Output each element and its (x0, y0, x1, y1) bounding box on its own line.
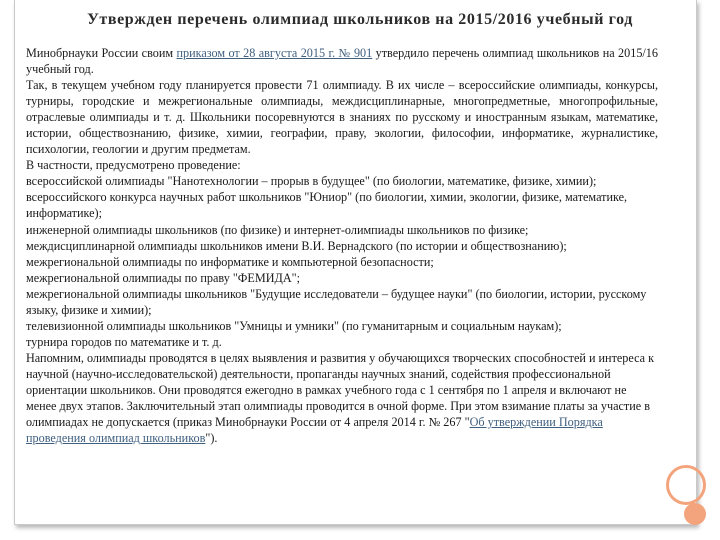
closing-end: "). (205, 431, 218, 446)
list-item: турнира городов по математике и т. д. (26, 334, 222, 349)
closing-text: Напомним, олимпиады проводятся в целях выявления и развития у обучающихся творческих способностей и интереса к научной (научно-исследовательской) деятельности, пропаганды научных знаний, содействия профессиональной ориентации школьников. Они проводятся ежегодно в рамках учебного года с 1 сентября по 1 апреля и включают не менее двух этапов. Заключительный этап олимпиады проводится в очной форме. При этом взимание платы за участие в олимпиадах не допускается (приказ Минобрнауки России от 4 апреля 2014 г. № 267 " (26, 350, 655, 430)
list-item: межрегиональной олимпиады по информатике и компьютерной безопасности; (26, 254, 434, 269)
olympiad-count-paragraph: Так, в текущем учебном году планируется провести 71 олимпиаду. В их числе – всероссийские олимпиады, конкурсы, турниры, городские и межрегиональные олимпиады, междисциплинарные, многопредметные, многопрофильные, отраслевые олимпиады и т. д. Школьники посоревнуются в знаниях по русскому и иностранным языкам, математике, истории, обществознанию, физике, химии, географии, праву, экологии, философии, информатике, журналистике, психологии, геологии и другим предметам. (26, 78, 658, 157)
list-item: межрегиональной олимпиады школьников "Будущие исследователи – будущее науки" (по биологии, истории, русскому языку, физике и химии); (26, 286, 647, 317)
procedure-link[interactable]: Об утверждении Порядка проведения олимпиад школьников (26, 415, 603, 446)
list-item: всероссийского конкурса научных работ школьников "Юниор" (по биологии, химии, экологии, физике, математике, информатике); (26, 190, 628, 221)
list-item: инженерной олимпиады школьников (по физике) и интернет-олимпиады школьников по физике; (26, 222, 529, 237)
intro-paragraph (26, 45, 658, 77)
list-item: всероссийской олимпиады "Нанотехнологии – прорыв в будущее" (по биологии, математике, физике, химии); (26, 174, 597, 189)
list-intro: В частности, предусмотрено проведение: (26, 158, 241, 173)
list-item: межрегиональной олимпиады по праву "ФЕМИДА"; (26, 270, 300, 285)
list-item: телевизионной олимпиады школьников "Умницы и умники" (по гуманитарным и социальным наукам); (26, 318, 562, 333)
decorative-dot (684, 503, 706, 525)
list-item: междисциплинарной олимпиады школьников имени В.И. Вернадского (по истории и обществознанию); (26, 238, 567, 253)
intro-suffix: утвердило перечень олимпиад школьников на 2015/16 учебный год. (26, 46, 658, 77)
slide-title: Утвержден перечень олимпиад школьников на 2015/2016 учебный год (87, 11, 633, 28)
closing-paragraph (26, 350, 658, 446)
decorative-ring (666, 465, 706, 505)
order-link[interactable]: приказом от 28 августа 2015 г. № 901 (176, 46, 373, 60)
slide-content (26, 45, 658, 446)
intro-prefix: Минобрнауки России своим (26, 46, 177, 60)
